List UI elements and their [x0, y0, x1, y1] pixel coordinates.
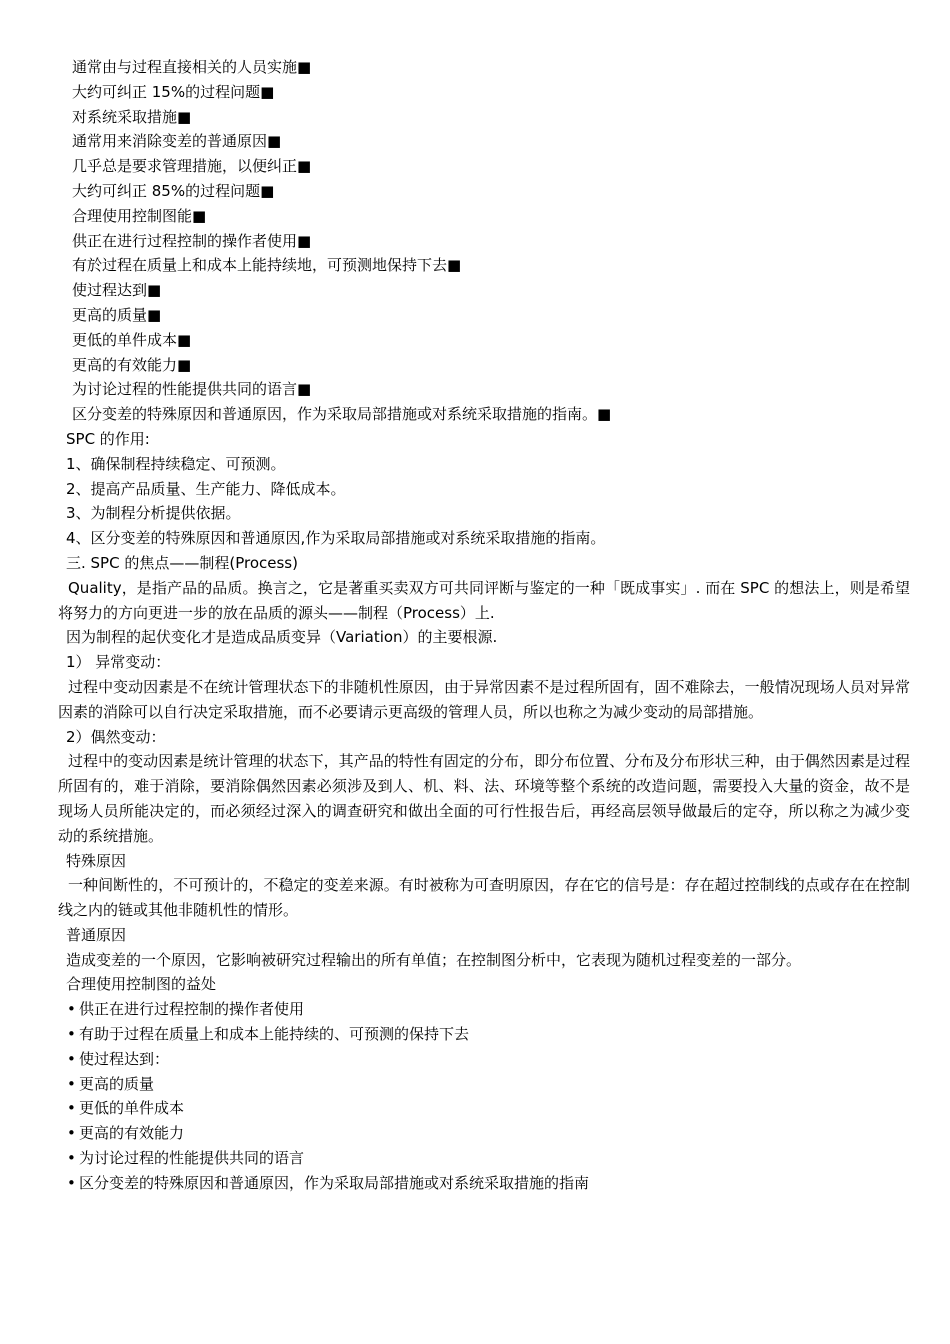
bullet-text: 区分变差的特殊原因和普通原因，作为采取局部措施或对系统采取措施的指南 — [79, 1173, 590, 1192]
bullet-icon: • — [67, 1049, 76, 1068]
bullet-icon: • — [67, 1124, 76, 1143]
bullet-icon: • — [67, 1074, 76, 1093]
list-item: 4、区分变差的特殊原因和普通原因,作为采取局部措施或对系统采取措施的指南。 — [66, 529, 606, 548]
bullet-item — [58, 1171, 910, 1196]
bullet-item — [58, 1146, 910, 1171]
list-item: 3、为制程分析提供依据。 — [66, 504, 241, 523]
list-item: 几乎总是要求管理措施，以便纠正■ — [72, 157, 312, 176]
paragraph: 造成变差的一个原因，它影响被研究过程输出的所有单值；在控制图分析中，它表现为随机过程变差的一部分。 — [66, 950, 802, 969]
bullet-item — [58, 1072, 910, 1097]
spc-role-section — [58, 427, 910, 551]
subsection-heading: 2）偶然变动： — [66, 727, 166, 746]
list-item: 通常用来消除变差的普通原因■ — [72, 132, 282, 151]
bullet-item — [58, 997, 910, 1022]
bullet-item — [58, 1096, 910, 1121]
document-page — [58, 55, 910, 1196]
list-item: 有於过程在质量上和成本上能持续地，可预测地保持下去■ — [72, 256, 462, 275]
list-item: 供正在进行过程控制的操作者使用■ — [72, 231, 312, 250]
top-list — [58, 55, 910, 427]
bullet-text: 为讨论过程的性能提供共同的语言 — [79, 1149, 305, 1168]
bullet-item — [58, 1121, 910, 1146]
list-item: 为讨论过程的性能提供共同的语言■ — [72, 380, 312, 399]
bullet-text: 更高的质量 — [79, 1074, 155, 1093]
paragraph: 因为制程的起伏变化才是造成品质变异（Variation）的主要根源. — [66, 628, 498, 647]
bullet-icon: • — [67, 1025, 76, 1044]
list-item: 更低的单件成本■ — [72, 330, 192, 349]
bullet-icon: • — [67, 1000, 76, 1019]
subsection-heading: 1） 异常变动： — [66, 653, 171, 672]
section-three — [58, 551, 910, 1196]
list-item: 区分变差的特殊原因和普通原因，作为采取局部措施或对系统采取措施的指南。■ — [72, 405, 612, 424]
term-heading: 特殊原因 — [66, 851, 127, 870]
bullet-text: 更高的有效能力 — [79, 1124, 185, 1143]
benefit-list — [58, 997, 910, 1195]
paragraph: 过程中的变动因素是统计管理的状态下，其产品的特性有固定的分布，即分布位置、分布及分布形状三种，由于偶然因素是过程所固有的，难于消除，要消除偶然因素必须涉及到人、机、料、法、环境等整个系统的改造问题，需要投入大量的资金，故不是现场人员所能决定的，而必须经过深入的调查研究和做出全面的可行性报告后，再经高层领导做最后的定夺，所以称之为减少变动的系统措施。 — [58, 752, 910, 845]
bullet-icon: • — [67, 1149, 76, 1168]
paragraph: 过程中变动因素是不在统计管理状态下的非随机性原因，由于异常因素不是过程所固有，固不难除去，一般情况现场人员对异常因素的消除可以自行决定采取措施，而不必要请示更高级的管理人员，所以也称之为减少变动的局部措施。 — [58, 677, 910, 721]
subsection-heading: 合理使用控制图的益处 — [66, 975, 217, 994]
bullet-item — [58, 1022, 910, 1047]
paragraph: Quality，是指产品的品质。换言之，它是著重买卖双方可共同评断与鉴定的一种「既成事实」. 而在 SPC 的想法上，则是希望将努力的方向更进一步的放在品质的源头——制程（Process）上. — [58, 578, 910, 622]
bullet-icon: • — [67, 1173, 76, 1192]
bullet-text: 供正在进行过程控制的操作者使用 — [79, 1000, 305, 1019]
list-item: 2、提高产品质量、生产能力、降低成本。 — [66, 479, 346, 498]
list-item: 使过程达到■ — [72, 281, 162, 300]
list-item: 大约可纠正 15%的过程问题■ — [72, 82, 275, 101]
bullet-text: 有助于过程在质量上和成本上能持续的、可预测的保持下去 — [79, 1025, 470, 1044]
bullet-text: 更低的单件成本 — [79, 1099, 185, 1118]
bullet-item — [58, 1047, 910, 1072]
term-heading: 普通原因 — [66, 925, 127, 944]
bullet-text: 使过程达到： — [79, 1049, 170, 1068]
list-item: 对系统采取措施■ — [72, 107, 192, 126]
list-item: 合理使用控制图能■ — [72, 206, 207, 225]
section-heading: SPC 的作用: — [66, 429, 150, 448]
list-item: 更高的质量■ — [72, 305, 162, 324]
list-item: 更高的有效能力■ — [72, 355, 192, 374]
paragraph: 一种间断性的，不可预计的，不稳定的变差来源。有时被称为可查明原因，存在它的信号是：存在超过控制线的点或存在在控制线之内的链或其他非随机性的情形。 — [58, 876, 910, 920]
section-heading: 三. SPC 的焦点——制程(Process) — [66, 553, 298, 572]
list-item: 通常由与过程直接相关的人员实施■ — [72, 58, 312, 76]
list-item: 1、确保制程持续稳定、可预测。 — [66, 454, 286, 473]
bullet-icon: • — [67, 1099, 76, 1118]
list-item: 大约可纠正 85%的过程问题■ — [72, 181, 275, 200]
